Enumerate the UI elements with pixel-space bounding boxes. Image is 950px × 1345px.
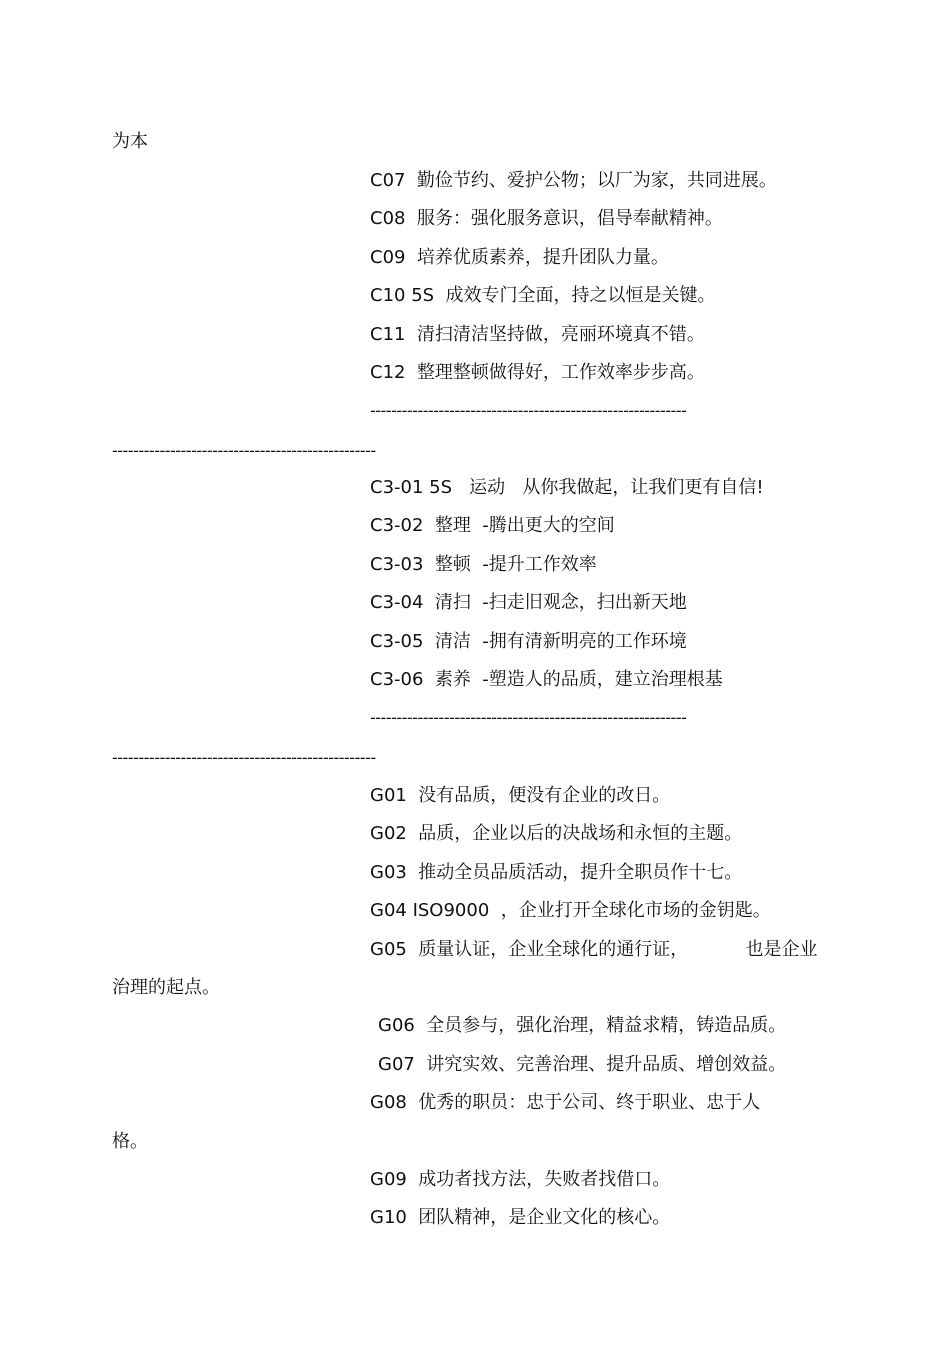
slogan-g07: G07 讲究实效、完善治理、提升品质、增创效益。 xyxy=(378,1054,787,1075)
divider-left: -------------------------------------------------- xyxy=(112,748,376,767)
slogan-g04: G04 ISO9000 ，企业打开全球化市场的金钥匙。 xyxy=(370,900,771,921)
slogan-c3-01: C3-01 5S 运动 从你我做起，让我们更有自信! xyxy=(370,477,764,498)
slogan-c08: C08 服务：强化服务意识，倡导奉献精神。 xyxy=(370,208,723,229)
slogan-g05: G05 质量认证，企业全球化的通行证， 也是企业 xyxy=(370,939,818,960)
slogan-c09: C09 培养优质素养，提升团队力量。 xyxy=(370,247,669,268)
divider-right: ------------------------------------------------------------ xyxy=(370,401,687,420)
text-line-continuation: 为本 xyxy=(112,131,148,152)
slogan-c3-03: C3-03 整顿 -提升工作效率 xyxy=(370,554,597,575)
divider-left: -------------------------------------------------- xyxy=(112,441,376,460)
slogan-g10: G10 团队精神，是企业文化的核心。 xyxy=(370,1207,671,1228)
slogan-g02: G02 品质，企业以后的决战场和永恒的主题。 xyxy=(370,823,743,844)
divider-right: ------------------------------------------------------------ xyxy=(370,708,687,727)
slogan-g06: G06 全员参与，强化治理，精益求精，铸造品质。 xyxy=(378,1015,787,1036)
slogan-c3-05: C3-05 清洁 -拥有清新明亮的工作环境 xyxy=(370,631,687,652)
slogan-c3-04: C3-04 清扫 -扫走旧观念，扫出新天地 xyxy=(370,592,687,613)
slogan-c3-06: C3-06 素养 -塑造人的品质，建立治理根基 xyxy=(370,669,723,690)
slogan-c3-02: C3-02 整理 -腾出更大的空间 xyxy=(370,515,615,536)
slogan-g09: G09 成功者找方法，失败者找借口。 xyxy=(370,1169,671,1190)
slogan-c10: C10 5S 成效专门全面，持之以恒是关键。 xyxy=(370,285,716,306)
slogan-c11: C11 清扫清洁坚持做，亮丽环境真不错。 xyxy=(370,324,705,345)
slogan-g03: G03 推动全员品质活动，提升全职员作十七。 xyxy=(370,862,743,883)
slogan-g05-continuation: 治理的起点。 xyxy=(112,977,220,998)
slogan-c12: C12 整理整顿做得好，工作效率步步高。 xyxy=(370,362,705,383)
slogan-c07: C07 勤俭节约、爱护公物；以厂为家，共同进展。 xyxy=(370,170,777,191)
slogan-g08-continuation: 格。 xyxy=(112,1131,148,1152)
slogan-g08: G08 优秀的职员：忠于公司、终于职业、忠于人 xyxy=(370,1092,761,1113)
slogan-g01: G01 没有品质，便没有企业的改日。 xyxy=(370,785,671,806)
